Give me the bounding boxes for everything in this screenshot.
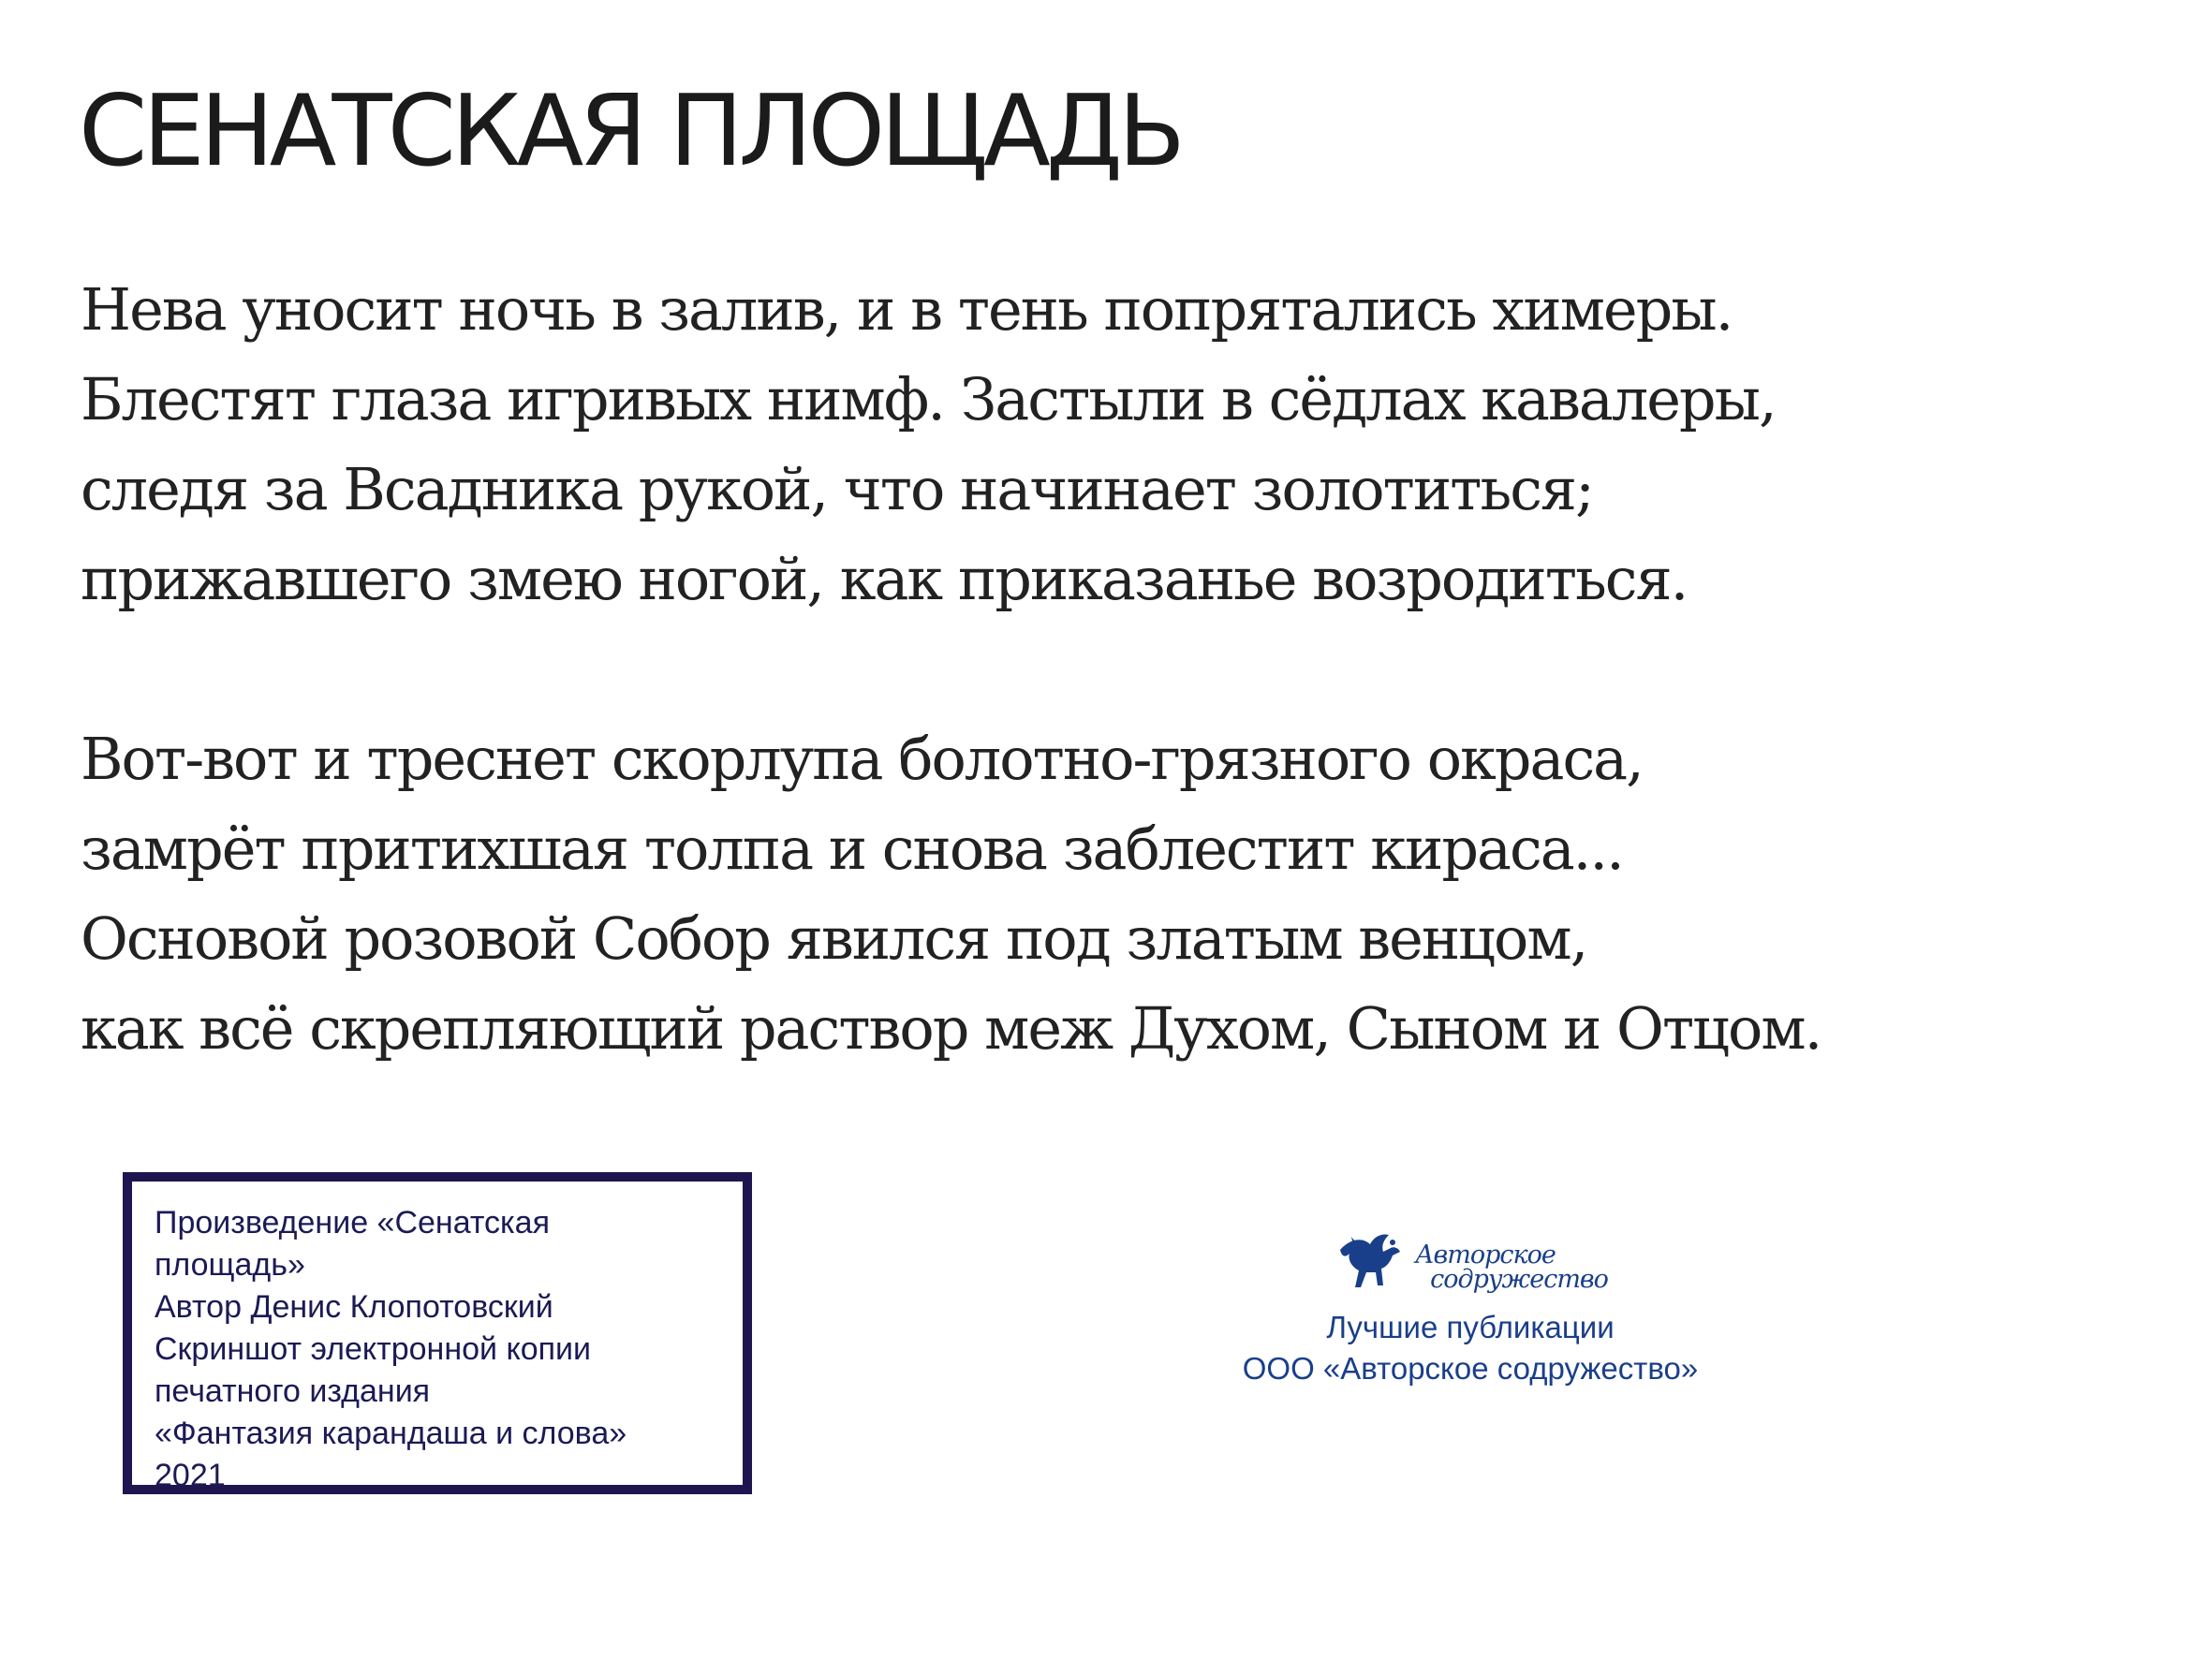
publisher-tagline: Лучшие публикации	[1326, 1310, 1615, 1344]
logo-text-line: содружество	[1430, 1265, 1608, 1294]
poem-line: Основой розовой Собор явился под златым венцом,	[81, 904, 1587, 973]
poem	[81, 265, 2197, 1074]
poem-line: как всё скрепляющий раствор меж Духом, Сыном и Отцом.	[81, 994, 1821, 1063]
info-line: Скриншот электронной копии	[155, 1331, 592, 1367]
info-line: площадь»	[155, 1247, 305, 1283]
publication-info-box	[123, 1172, 752, 1494]
poem-line: Нева уносит ночь в залив, и в тень попрятались химеры.	[81, 275, 1733, 344]
info-line: 2021	[155, 1458, 226, 1493]
info-line: Произведение «Сенатская	[155, 1205, 550, 1241]
page-title: СЕНАТСКАЯ ПЛОЩАДЬ	[79, 74, 1181, 188]
info-line: Автор Денис Клопотовский	[155, 1289, 553, 1325]
poem-line: Вот-вот и треснет скорлупа болотно-грязного окраса,	[81, 725, 1643, 793]
publisher-name: ООО «Авторское содружество»	[1242, 1351, 1699, 1386]
poem-stanza-1	[81, 265, 2197, 624]
pegasus-logo-icon	[1333, 1229, 1406, 1307]
info-line: «Фантазия карандаша и слова»	[155, 1416, 627, 1451]
info-line: печатного издания	[155, 1373, 431, 1409]
publisher-logo-wordmark	[1415, 1243, 1608, 1292]
poem-line: замрёт притихшая толпа и снова заблестит кираса...	[81, 815, 1623, 883]
poem-line: Блестят глаза игривых нимф. Застыли в сёдлах кавалеры,	[81, 365, 1776, 433]
logo-text-line: Авторское	[1415, 1241, 1556, 1270]
publisher-block	[1152, 1228, 1789, 1389]
publisher-logo	[1333, 1228, 1608, 1307]
poem-line: следя за Всадника рукой, что начинает золотиться;	[81, 455, 1593, 523]
poem-stanza-2	[81, 714, 2197, 1074]
poem-line: прижавшего змею ногой, как приказанье возродиться.	[81, 545, 1688, 613]
